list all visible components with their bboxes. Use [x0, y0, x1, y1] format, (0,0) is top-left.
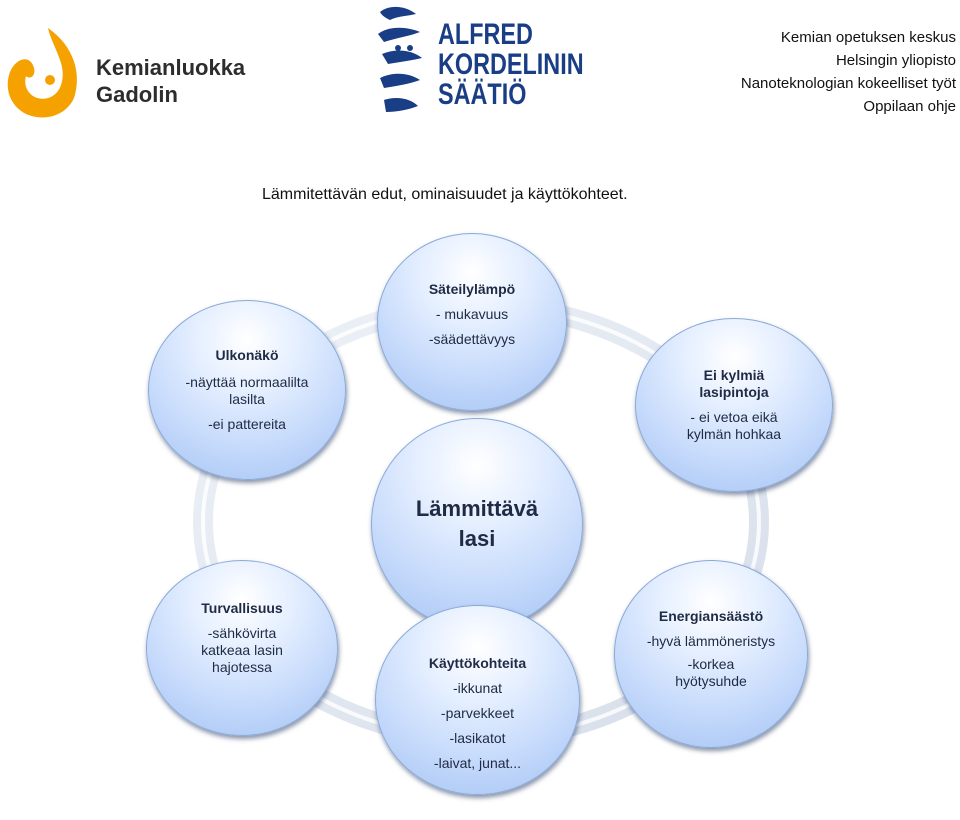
node-line: -sähkövirta katkeaa lasin hajotessa — [201, 625, 283, 675]
node-line: -parvekkeet — [440, 704, 515, 721]
node-line: -säädettävyys — [428, 330, 516, 347]
node-line: -ikkunat — [452, 679, 503, 696]
node-line: -hyvä lämmöneristys — [646, 633, 776, 649]
node-sateilylampo — [377, 233, 567, 411]
node-line: -näyttää normaalilta lasilta — [185, 374, 309, 407]
center-heading-line: Lämmittävä — [415, 496, 539, 521]
kordelin-logo-line2: KORDELININ — [438, 48, 584, 81]
node-ulkonako — [148, 300, 346, 480]
node-heading: Energiansäästö — [658, 608, 764, 624]
gadolin-logo-line1: Kemianluokka — [96, 55, 246, 80]
node-line: - mukavuus — [435, 305, 509, 322]
header-info-line: Nanoteknologian kokeelliset työt — [740, 75, 956, 92]
header-info-line: Oppilaan ohje — [863, 98, 956, 115]
node-line: -korkea hyötysuhde — [675, 656, 747, 689]
node-heading: Ulkonäkö — [215, 347, 279, 363]
node-heading: Ei kylmiä lasipintoja — [699, 367, 769, 400]
page-title: Lämmitettävän edut, ominaisuudet ja käyttökohteet. — [262, 186, 628, 203]
node-line: -lasikatot — [449, 729, 506, 746]
node-line: -ei pattereita — [208, 416, 286, 432]
node-line: -laivat, junat... — [433, 754, 522, 771]
header-info-line: Helsingin yliopisto — [835, 52, 956, 69]
kordelin-logo-line3: SÄÄTIÖ — [438, 78, 527, 111]
node-lammittava-lasi — [371, 418, 583, 630]
node-heading: Säteilylämpö — [428, 280, 516, 297]
node-energiansaasto — [614, 560, 808, 748]
node-kayttokohteita — [375, 605, 580, 795]
center-heading-line: lasi — [458, 526, 496, 551]
node-heading: Turvallisuus — [201, 600, 283, 616]
node-heading: Käyttökohteita — [428, 654, 527, 671]
header-info-line: Kemian opetuksen keskus — [780, 29, 956, 46]
gadolin-logo-line2: Gadolin — [96, 82, 178, 107]
kordelin-logo-line1: ALFRED — [438, 18, 533, 51]
node-turvallisuus — [146, 560, 338, 736]
node-line: - ei vetoa eikä kylmän hohkaa — [686, 409, 782, 442]
node-ei-kylmia-lasipintoja — [635, 318, 833, 492]
